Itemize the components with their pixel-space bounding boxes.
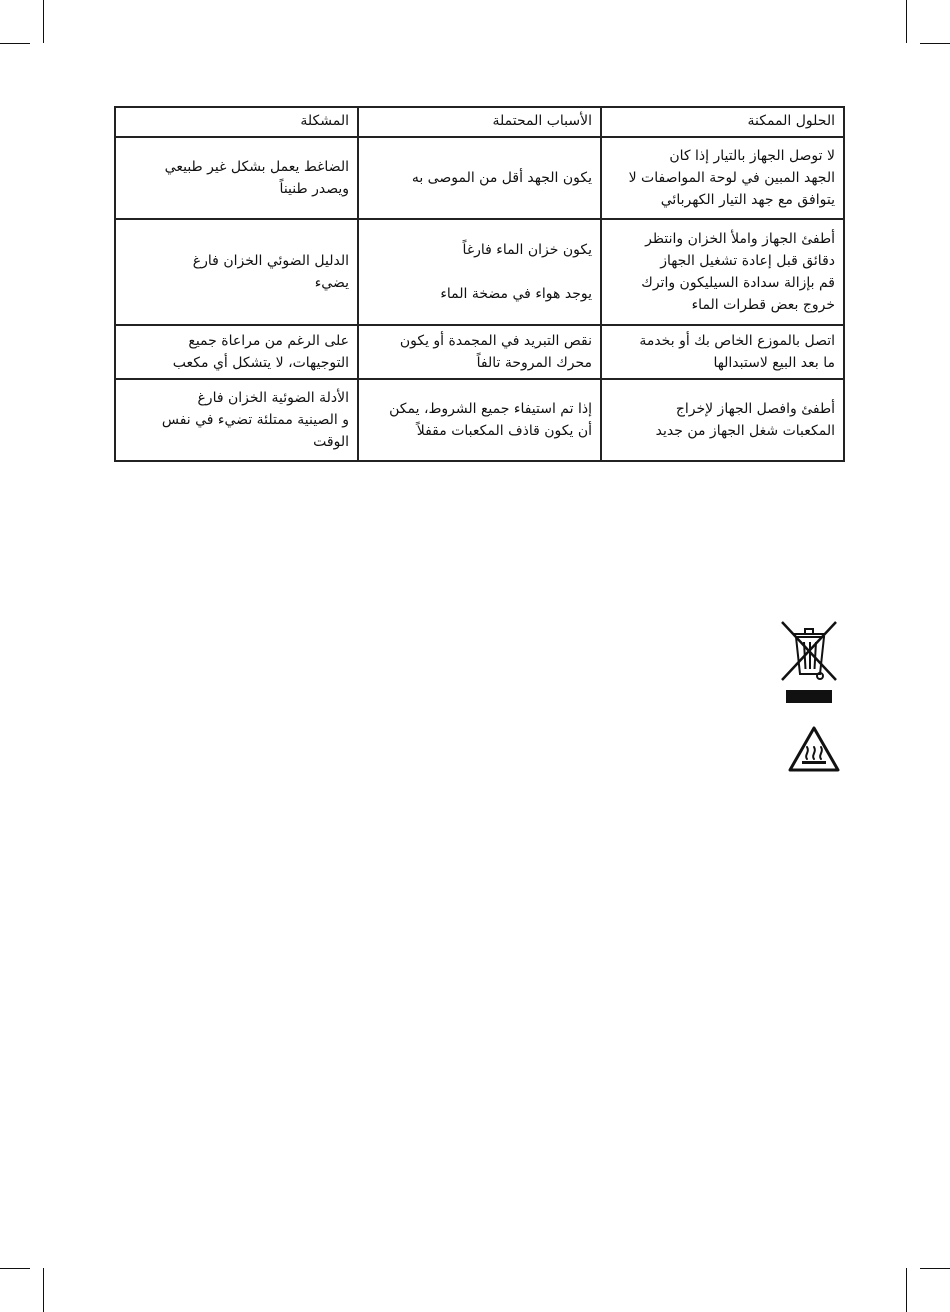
cause-cell — [358, 379, 601, 461]
crop-mark — [906, 1268, 907, 1312]
crop-mark — [43, 1268, 44, 1312]
solution-line: قم بإزالة سدادة السيليكون واترك — [641, 275, 835, 291]
crop-mark — [0, 43, 30, 44]
solution-line: ما بعد البيع لاستبدالها — [713, 355, 835, 371]
table-row — [115, 137, 844, 219]
solution-line: اتصل بالموزع الخاص بك أو بخدمة — [639, 333, 835, 349]
troubleshooting-table — [114, 106, 845, 462]
problem-line: ويصدر طنيناً — [279, 181, 349, 197]
solution-cell — [601, 325, 844, 379]
cause-line: يوجد هواء في مضخة الماء — [440, 286, 592, 302]
problem-line: الوقت — [313, 434, 349, 450]
problem-line: التوجيهات، لا يتشكل أي مكعب — [172, 355, 349, 371]
solution-line: المكعبات شغل الجهاز من جديد — [655, 423, 835, 439]
crop-mark — [920, 43, 950, 44]
cause-cell — [358, 219, 601, 325]
problem-line: و الصينية ممتلئة تضيء في نفس — [161, 412, 349, 428]
table-row — [115, 379, 844, 461]
crop-mark — [43, 0, 44, 43]
hot-surface-warning-icon — [788, 726, 840, 772]
problem-cell — [115, 379, 358, 461]
solution-line: أطفئ وافصل الجهاز لإخراج — [675, 401, 835, 417]
solution-line: دقائق قبل إعادة تشغيل الجهاز — [660, 253, 835, 269]
cause-line: يكون خزان الماء فارغاً — [462, 242, 592, 258]
crop-mark — [906, 0, 907, 43]
problem-cell — [115, 325, 358, 379]
cause-line: إذا تم استيفاء جميع الشروط، يمكن — [389, 401, 592, 417]
problem-cell — [115, 219, 358, 325]
solution-line: خروج بعض قطرات الماء — [691, 297, 835, 313]
problem-line: الدليل الضوئي الخزان فارغ — [192, 253, 349, 269]
problem-line: الأدلة الضوئية الخزان فارغ — [197, 390, 349, 406]
table-header-row — [115, 107, 844, 137]
table-row — [115, 219, 844, 325]
cause-line: أن يكون قاذف المكعبات مقفلاً — [416, 423, 592, 439]
header-solutions: الحلول الممكنة — [601, 107, 844, 137]
cause-line: يكون الجهد أقل من الموصى به — [411, 170, 592, 186]
solution-cell — [601, 379, 844, 461]
solution-line: الجهد المبين في لوحة المواصفات لا — [628, 170, 835, 186]
solution-line: أطفئ الجهاز واملأ الخزان وانتظر — [645, 231, 835, 247]
crop-mark — [920, 1268, 950, 1269]
header-causes: الأسباب المحتملة — [358, 107, 601, 137]
solution-cell — [601, 137, 844, 219]
problem-line: يضيء — [314, 275, 349, 291]
problem-cell — [115, 137, 358, 219]
crossed-out-wheelie-bin-icon — [778, 618, 840, 704]
solution-line: يتوافق مع جهد التيار الكهربائي — [660, 192, 835, 208]
cause-cell — [358, 137, 601, 219]
cause-line: محرك المروحة تالفاً — [476, 355, 592, 371]
table-row — [115, 325, 844, 379]
solution-cell — [601, 219, 844, 325]
header-problem: المشكلة — [115, 107, 358, 137]
solution-line: لا توصل الجهاز بالتيار إذا كان — [669, 148, 835, 164]
problem-line: على الرغم من مراعاة جميع — [188, 333, 349, 349]
crop-mark — [0, 1268, 30, 1269]
cause-line: نقص التبريد في المجمدة أو يكون — [399, 333, 592, 349]
cause-cell — [358, 325, 601, 379]
problem-line: الضاغط يعمل بشكل غير طبيعي — [164, 159, 349, 175]
